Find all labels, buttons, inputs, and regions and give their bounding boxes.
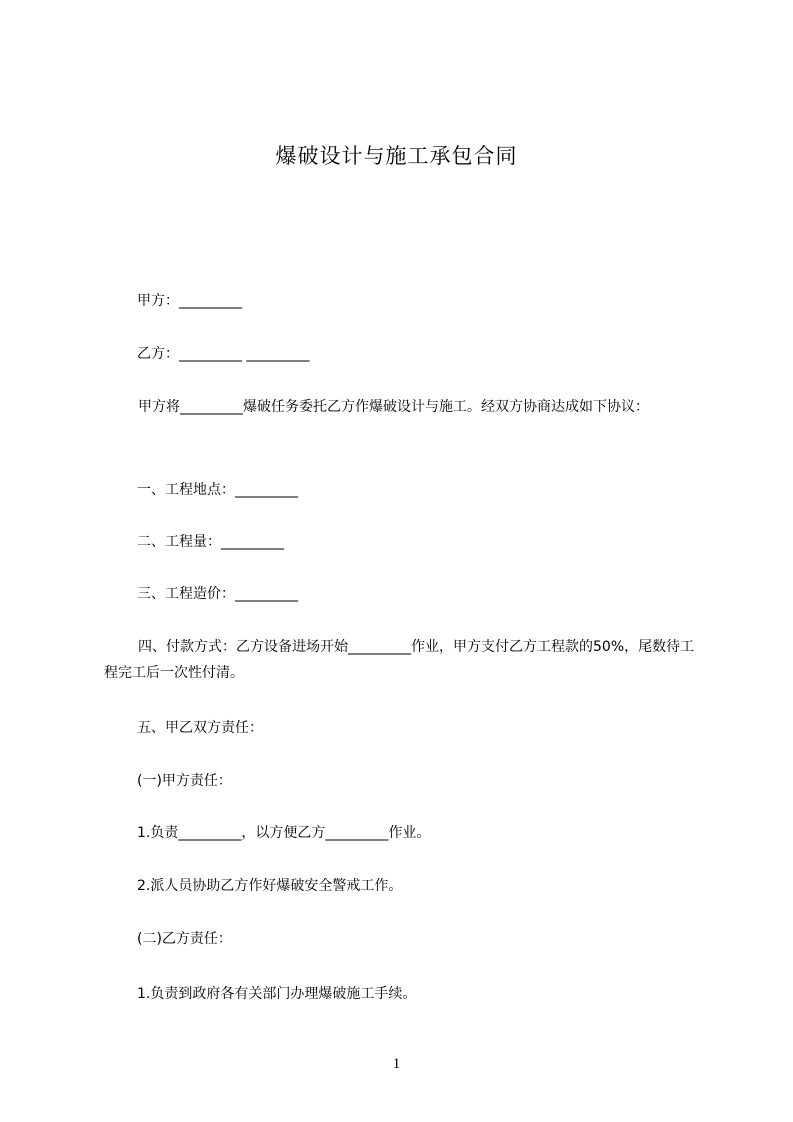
party-a-duty-1: 1.负责_________，以方便乙方_________作业。 <box>137 825 431 841</box>
party-a-duty-2: 2.派人员协助乙方作好爆破安全警戒工作。 <box>137 878 403 894</box>
party-b-duty-1: 1.负责到政府各有关部门办理爆破施工手续。 <box>137 986 417 1002</box>
clause-1-location: 一、工程地点：_________ <box>137 482 298 498</box>
clause-2-quantity: 二、工程量：_________ <box>137 534 284 550</box>
intro-paragraph <box>104 394 700 420</box>
clause-5-responsibilities: 五、甲乙双方责任： <box>137 720 263 736</box>
clause-4-payment <box>104 634 700 686</box>
clause-3-cost: 三、工程造价：_________ <box>137 586 298 602</box>
intro-text: 甲方将_________爆破任务委托乙方作爆破设计与施工。经双方协商达成如下协议： <box>138 399 649 415</box>
party-a-duties-heading: (一)甲方责任： <box>137 773 232 789</box>
party-a-line: 甲方：_________ <box>137 293 242 309</box>
party-b-duties-heading: (二)乙方责任： <box>137 931 232 947</box>
page-number: 1 <box>392 1056 401 1072</box>
party-b-line: 乙方：_________ _________ <box>137 346 310 362</box>
clause-4-text: 四、付款方式：乙方设备进场开始_________作业，甲方支付乙方工程款的50%，尾数待工程完工后一次性付清。 <box>104 639 695 681</box>
document-title: 爆破设计与施工承包合同 <box>275 144 518 168</box>
